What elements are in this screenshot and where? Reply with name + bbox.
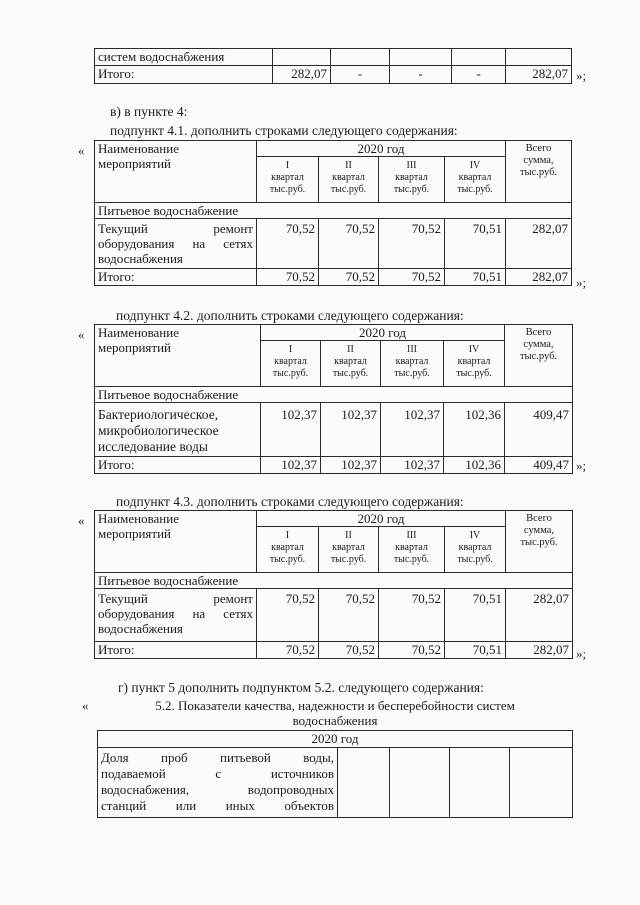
close-mark: »; <box>576 458 587 473</box>
section-row: Питьевое водоснабжение <box>95 387 573 403</box>
top-total-row: Итого: 282,07 - - - 282,07 <box>95 66 572 84</box>
name-header: Наименование мероприятий <box>95 511 257 573</box>
table-row: Текущий ремонт оборудования на сетях водоснабжения 70,52 70,52 70,52 70,51 282,07 <box>95 589 573 642</box>
item-label: Текущий ремонт оборудования на сетях водоснабжения <box>95 219 257 269</box>
q2-header: II квартал тыс.руб. <box>319 527 379 573</box>
t42-intro: подпункт 4.2. дополнить строками следующего содержания: <box>116 308 464 323</box>
total-header: Всего сумма, тыс.руб. <box>506 511 573 573</box>
top-row-label: систем водоснабжения <box>95 49 273 66</box>
para-v: в) в пункте 4: <box>110 104 188 119</box>
q1-header: I квартал тыс.руб. <box>257 527 319 573</box>
section-row: Питьевое водоснабжение <box>95 203 572 219</box>
year-header: 2020 год <box>257 511 506 527</box>
section-row: Питьевое водоснабжение <box>95 573 573 589</box>
item-label: Доля проб питьевой воды, подаваемой с источников водоснабжения, водопроводных станций или иных объектов <box>98 747 338 817</box>
total-row: Итого: 102,37 102,37 102,37 102,36 409,47 <box>95 457 573 474</box>
q3-header: III квартал тыс.руб. <box>379 527 445 573</box>
item-label: Текущий ремонт оборудования на сетях водоснабжения <box>95 589 257 642</box>
t41-intro: подпункт 4.1. дополнить строками следующего содержания: <box>110 123 458 138</box>
year-header: 2020 год <box>98 730 573 747</box>
table-5-2 <box>97 697 573 818</box>
table-row: Бактериологическое, микробиологическое исследование воды 102,37 102,37 102,37 102,36 409,47 <box>95 403 573 457</box>
total-header: Всего сумма, тыс.руб. <box>505 325 573 387</box>
table-4-3 <box>94 510 573 659</box>
close-mark: »; <box>576 68 587 83</box>
table-row <box>98 747 573 817</box>
table-row: Текущий ремонт оборудования на сетях водоснабжения 70,52 70,52 70,52 70,51 282,07 <box>95 219 572 269</box>
table-4-2 <box>94 324 573 474</box>
q4-header: IV квартал тыс.руб. <box>445 527 506 573</box>
total-row: Итого: 70,52 70,52 70,52 70,51 282,07 <box>95 642 573 659</box>
para-g: г) пункт 5 дополнить подпунктом 5.2. следующего содержания: <box>118 680 484 695</box>
t52-title: 5.2. Показатели качества, надежности и бесперебойности систем водоснабжения <box>98 697 573 730</box>
year-header: 2020 год <box>257 141 506 157</box>
top-table <box>94 48 572 84</box>
t43-intro: подпункт 4.3. дополнить строками следующего содержания: <box>116 494 464 509</box>
q2-header: II квартал тыс.руб. <box>321 341 381 387</box>
total-row: Итого: 70,52 70,52 70,52 70,51 282,07 <box>95 269 572 286</box>
name-header: Наименование мероприятий <box>95 325 261 387</box>
table-4-1 <box>94 140 572 286</box>
open-mark: « <box>82 698 89 713</box>
open-mark: « <box>78 327 85 342</box>
total-header: Всего сумма, тыс.руб. <box>506 141 572 203</box>
name-header: Наименование мероприятий <box>95 141 257 203</box>
q2-header: II квартал тыс.руб. <box>319 157 379 203</box>
q3-header: III квартал тыс.руб. <box>379 157 445 203</box>
q1-header: I квартал тыс.руб. <box>257 157 319 203</box>
item-label: Бактериологическое, микробиологическое исследование воды <box>95 403 261 457</box>
q3-header: III квартал тыс.руб. <box>381 341 444 387</box>
close-mark: »; <box>576 275 587 290</box>
q4-header: IV квартал тыс.руб. <box>445 157 506 203</box>
open-mark: « <box>78 513 85 528</box>
year-header: 2020 год <box>261 325 505 341</box>
q1-header: I квартал тыс.руб. <box>261 341 321 387</box>
close-mark: »; <box>576 646 587 661</box>
q4-header: IV квартал тыс.руб. <box>444 341 505 387</box>
open-mark: « <box>78 143 85 158</box>
